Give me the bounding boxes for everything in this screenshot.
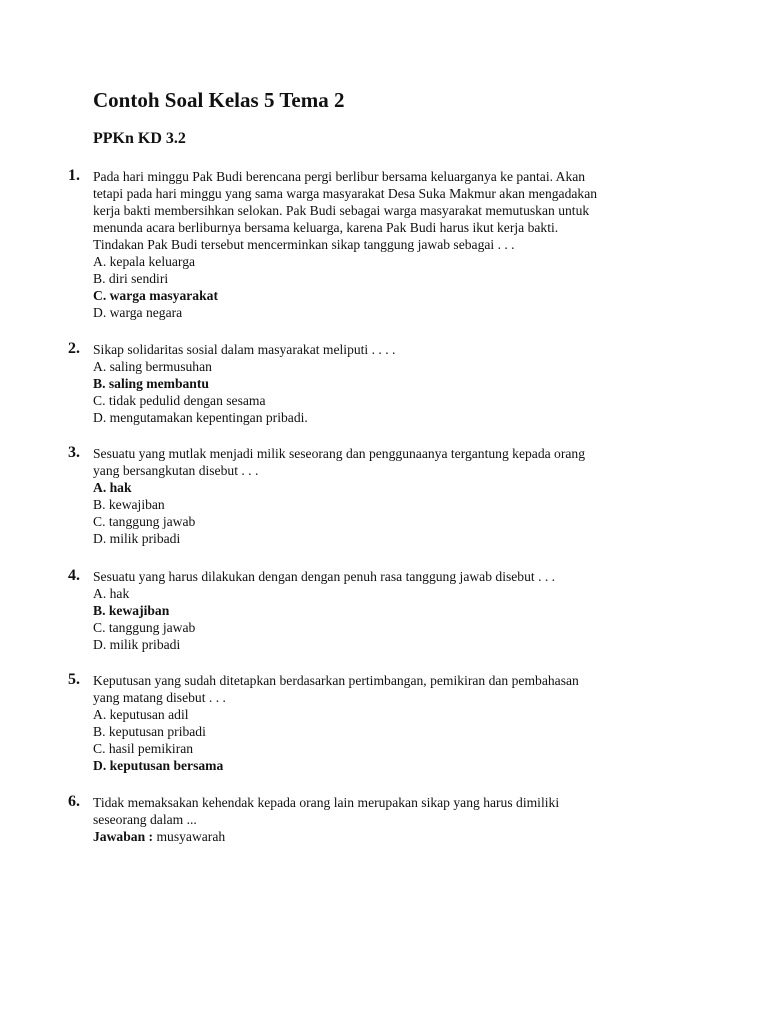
option-a: A. kepala keluarga [93, 254, 196, 269]
question-number: 3. [68, 444, 80, 461]
option-a-correct: A. hak [93, 480, 132, 495]
answer-label: Jawaban : [93, 829, 154, 844]
option-d-correct: D. keputusan bersama [93, 758, 224, 773]
option-b-correct: B. kewajiban [93, 603, 170, 618]
question-stem: Keputusan yang sudah ditetapkan berdasarkan pertimbangan, pemikiran dan pembahasan yang matang disebut . . . [93, 673, 579, 705]
question-number: 6. [68, 793, 80, 810]
question-stem: Tidak memaksakan kehendak kepada orang lain merupakan sikap yang harus dimiliki seseorang dalam ... [93, 795, 560, 827]
question-5 [0, 672, 700, 774]
option-c: C. tidak pedulid dengan sesama [93, 393, 266, 408]
option-c-correct: C. warga masyarakat [93, 288, 218, 303]
answer-value: musyawarah [153, 829, 226, 844]
question-stem: Pada hari minggu Pak Budi berencana pergi berlibur bersama keluarganya ke pantai. Akan tetapi pada hari minggu yang sama warga masyarakat Desa Suka Makmur akan mengadakan kerja bakti membersihkan selokan. Pak Budi sebagai warga masyarakat memutuskan untuk menunda acara berliburnya bersama keluarga, karena Pak Budi harus ikut kerja bakti. Tindakan Pak Budi tersebut mencerminkan sikap tanggung jawab sebagai . . . [93, 169, 598, 252]
option-b: B. diri sendiri [93, 271, 169, 286]
document-title: Contoh Soal Kelas 5 Tema 2 [93, 88, 345, 112]
document-subtitle: PPKn KD 3.2 [93, 130, 186, 147]
option-d: D. warga negara [93, 305, 183, 320]
question-stem: Sesuatu yang harus dilakukan dengan dengan penuh rasa tanggung jawab disebut . . . [93, 569, 556, 584]
option-d: D. mengutamakan kepentingan pribadi. [93, 410, 308, 425]
question-stem: Sikap solidaritas sosial dalam masyarakat meliputi . . . . [93, 342, 396, 357]
question-4 [0, 568, 700, 653]
option-a: A. hak [93, 586, 130, 601]
question-6 [0, 794, 700, 845]
question-3 [0, 445, 700, 547]
answer-line [93, 828, 700, 845]
question-number: 1. [68, 167, 80, 184]
option-c: C. tanggung jawab [93, 620, 196, 635]
question-2 [0, 341, 700, 426]
option-c: C. hasil pemikiran [93, 741, 194, 756]
option-a: A. saling bermusuhan [93, 359, 212, 374]
option-d: D. milik pribadi [93, 531, 181, 546]
option-d: D. milik pribadi [93, 637, 181, 652]
option-a: A. keputusan adil [93, 707, 189, 722]
option-b-correct: B. saling membantu [93, 376, 209, 391]
option-c: C. tanggung jawab [93, 514, 196, 529]
option-b: B. kewajiban [93, 497, 165, 512]
option-b: B. keputusan pribadi [93, 724, 206, 739]
question-number: 5. [68, 671, 80, 688]
question-number: 2. [68, 340, 80, 357]
question-stem: Sesuatu yang mutlak menjadi milik seseorang dan penggunaanya tergantung kepada orang yang bersangkutan disebut . . . [93, 446, 586, 478]
question-number: 4. [68, 567, 80, 584]
question-1 [0, 168, 700, 321]
